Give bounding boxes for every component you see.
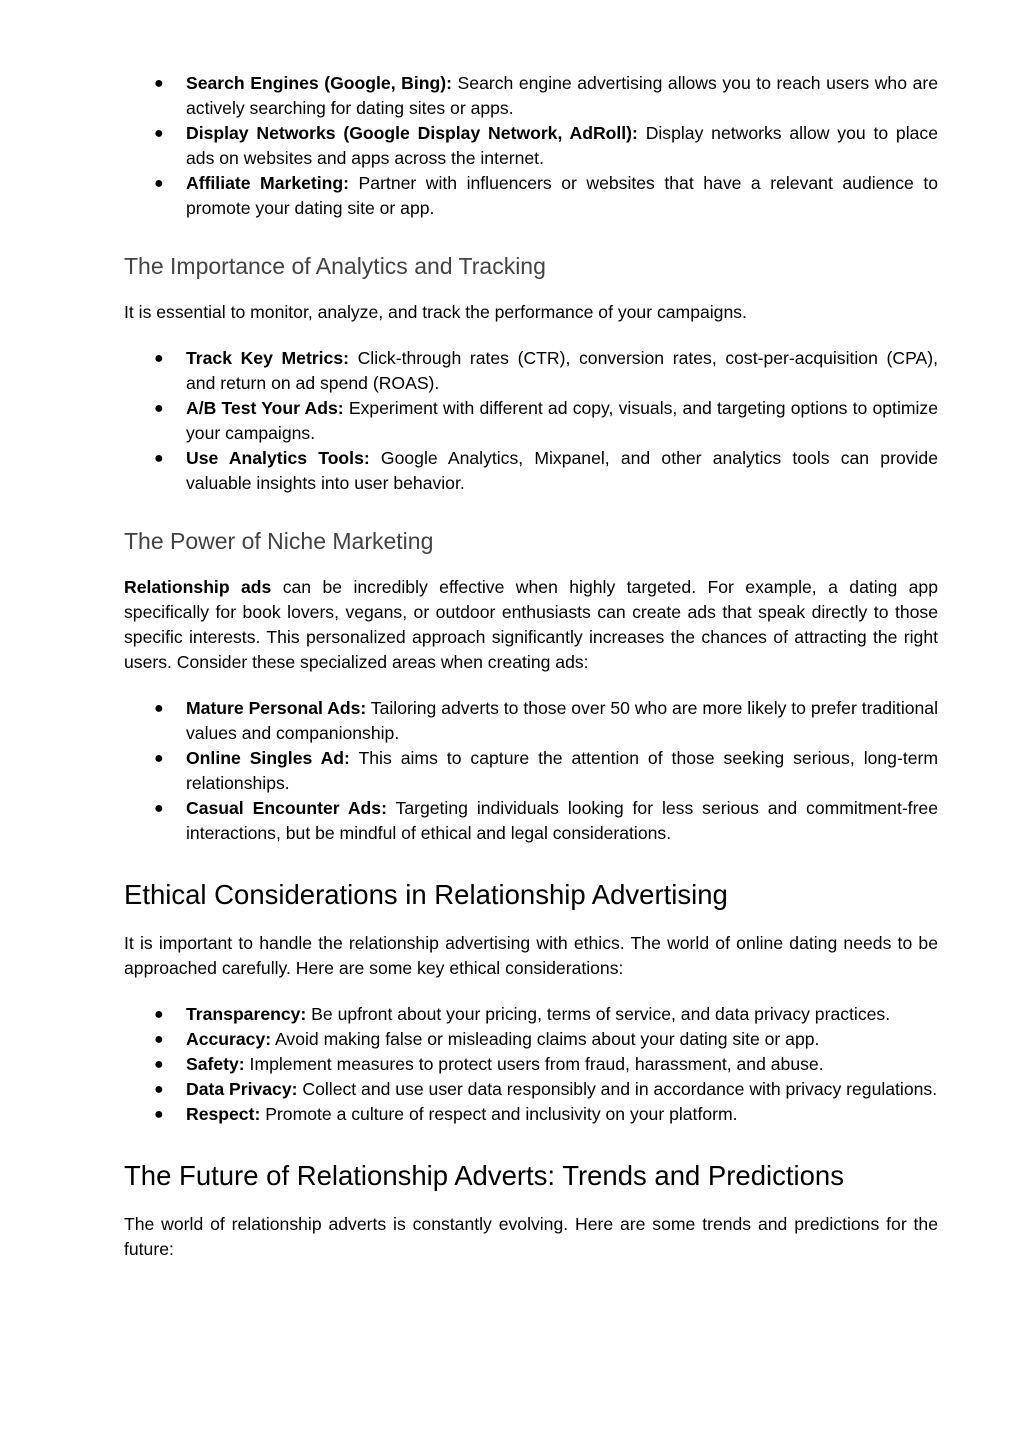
bullet-icon: ● [154, 700, 164, 717]
list-item-text: Tailoring adverts to those over 50 who are more likely to prefer traditional values and companionship. [186, 698, 938, 743]
list-item-text: Implement measures to protect users from fraud, harassment, and abuse. [244, 1054, 824, 1074]
list-item-term: Accuracy: [186, 1029, 272, 1049]
list-item [124, 1102, 938, 1127]
document-page [124, 58, 938, 1262]
bullet-icon: ● [154, 750, 164, 767]
bullet-icon: ● [154, 175, 164, 192]
list-item [124, 121, 938, 171]
bullet-icon: ● [154, 1006, 164, 1023]
list-item-text: Search engine advertising allows you to reach users who are actively searching for dating sites or apps. [186, 73, 938, 118]
list-item-text: Experiment with different ad copy, visuals, and targeting options to optimize your campaigns. [186, 398, 938, 443]
niche-list [124, 696, 938, 846]
bullet-icon: ● [154, 1081, 164, 1098]
list-item-term: Use Analytics Tools: [186, 448, 370, 468]
list-item-term: Track Key Metrics: [186, 348, 349, 368]
list-item-term: Safety: [186, 1054, 245, 1074]
list-item-term: Display Networks (Google Display Network, AdRoll): [186, 123, 638, 143]
list-item-text: Targeting individuals looking for less serious and commitment-free interactions, but be mindful of ethical and legal considerations. [186, 798, 939, 843]
ethics-heading: Ethical Considerations in Relationship Advertising [124, 879, 728, 910]
list-item [124, 1027, 938, 1052]
list-item-term: Data Privacy: [186, 1079, 298, 1099]
list-item-term: Respect: [186, 1104, 261, 1124]
list-item [124, 696, 938, 746]
list-item-term: Transparency: [186, 1004, 307, 1024]
list-item-term: Mature Personal Ads: [186, 698, 367, 718]
bullet-icon: ● [154, 400, 164, 417]
analytics-heading: The Importance of Analytics and Tracking [124, 253, 546, 279]
analytics-intro: It is essential to monitor, analyze, and track the performance of your campaigns. [124, 302, 747, 322]
niche-intro [124, 575, 938, 675]
list-item-text: Be upfront about your pricing, terms of service, and data privacy practices. [306, 1004, 891, 1024]
ethics-intro: It is important to handle the relationship advertising with ethics. The world of online dating needs to be approached carefully. Here are some key ethical considerations: [124, 933, 938, 978]
future-heading: The Future of Relationship Adverts: Trends and Predictions [124, 1160, 844, 1191]
list-item-text: This aims to capture the attention of those seeking serious, long-term relationships. [186, 748, 939, 793]
advertising-channels-list [124, 71, 938, 221]
analytics-list [124, 346, 938, 496]
bullet-icon: ● [154, 350, 164, 367]
list-item-term: Online Singles Ad: [186, 748, 350, 768]
list-item-term: Casual Encounter Ads: [186, 798, 387, 818]
list-item-text: Partner with influencers or websites that have a relevant audience to promote your dating site or app. [186, 173, 938, 218]
list-item-text: Display networks allow you to place ads on websites and apps across the internet. [186, 123, 938, 168]
ethics-list [124, 1002, 938, 1127]
list-item [124, 1077, 938, 1102]
list-item-term: A/B Test Your Ads: [186, 398, 344, 418]
list-item [124, 746, 938, 796]
bullet-icon: ● [154, 75, 164, 92]
bullet-icon: ● [154, 450, 164, 467]
list-item [124, 796, 938, 846]
list-item-text: Click-through rates (CTR), conversion rates, cost-per-acquisition (CPA), and return on ad spend (ROAS). [186, 348, 938, 393]
list-item-text: Collect and use user data responsibly and in accordance with privacy regulations. [297, 1079, 938, 1099]
list-item [124, 446, 938, 496]
niche-intro-bold: Relationship ads [124, 577, 272, 597]
list-item-text: Promote a culture of respect and inclusivity on your platform. [260, 1104, 738, 1124]
list-item [124, 171, 938, 221]
list-item [124, 1052, 938, 1077]
list-item-text: Avoid making false or misleading claims about your dating site or app. [271, 1029, 820, 1049]
list-item [124, 1002, 938, 1027]
future-intro: The world of relationship adverts is constantly evolving. Here are some trends and predictions for the future: [124, 1214, 938, 1259]
bullet-icon: ● [154, 800, 164, 817]
bullet-icon: ● [154, 1056, 164, 1073]
bullet-icon: ● [154, 1106, 164, 1123]
list-item-text: Google Analytics, Mixpanel, and other analytics tools can provide valuable insights into user behavior. [186, 448, 938, 493]
list-item-term: Affiliate Marketing: [186, 173, 350, 193]
list-item [124, 346, 938, 396]
bullet-icon: ● [154, 125, 164, 142]
list-item-term: Search Engines (Google, Bing): [186, 73, 452, 93]
niche-heading: The Power of Niche Marketing [124, 528, 434, 554]
list-item [124, 396, 938, 446]
list-item [124, 71, 938, 121]
niche-intro-text: can be incredibly effective when highly targeted. For example, a dating app specifically for book lovers, vegans, or outdoor enthusiasts can create ads that speak directly to those specific interests. This personalized approach significantly increases the chances of attracting the right users. Consider these specialized areas when creating ads: [124, 577, 938, 672]
bullet-icon: ● [154, 1031, 164, 1048]
